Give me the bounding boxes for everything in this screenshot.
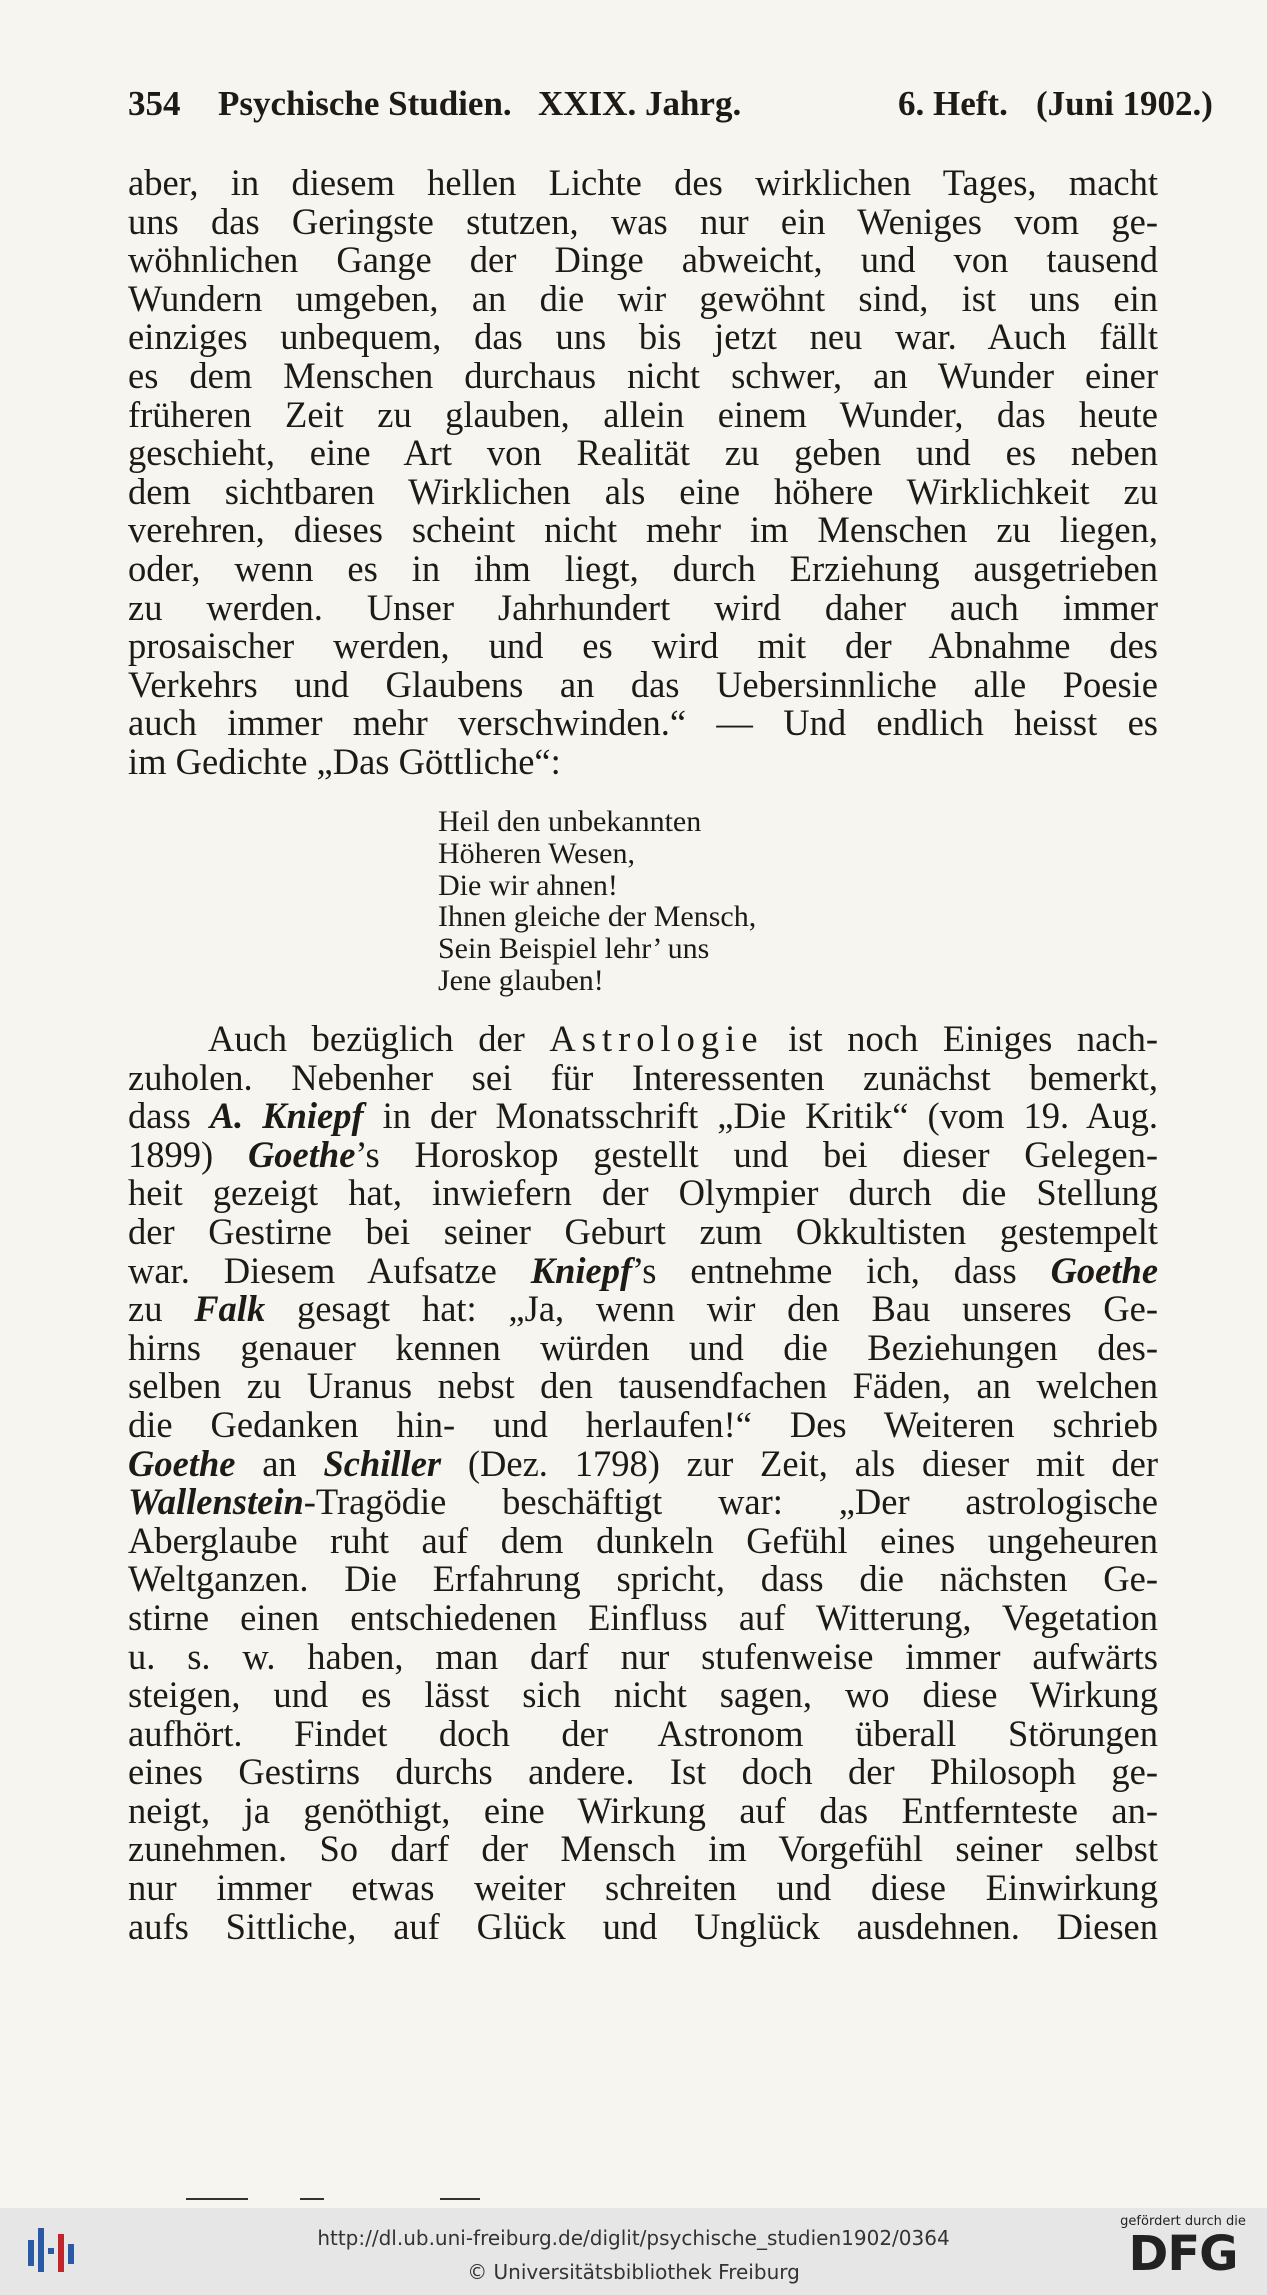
person-name: Goethe — [1050, 1249, 1159, 1291]
page-number: 354 — [128, 84, 181, 123]
text-line: neigt, ja genöthigt, eine Wirkung auf das Entfernteste an- — [128, 1789, 1158, 1831]
poem-line: Sein Beispiel lehr’ uns — [438, 932, 710, 966]
poem-line: Heil den unbekannten — [438, 805, 702, 838]
text-line: stirne einen entschiedenen Einfluss auf Witterung, Vegetation — [128, 1596, 1158, 1638]
viewer-footer — [0, 2208, 1267, 2295]
text-line: Verkehrs und Glaubens an das Uebersinnliche alle Poesie — [128, 663, 1158, 705]
text-line: oder, wenn es in ihm liegt, durch Erziehung ausgetrieben — [128, 547, 1158, 589]
text-run: an — [262, 1442, 297, 1484]
person-name: Kniepf — [530, 1249, 633, 1291]
text-run: -Tragödie beschäftigt war: „Der astrologische — [303, 1481, 1158, 1523]
scan-mark — [440, 2198, 480, 2200]
text-line: wöhnlichen Gange der Dinge abweicht, und von tausend — [128, 239, 1158, 281]
copyright-notice: © Universitätsbibliothek Freiburg — [467, 2260, 800, 2284]
text-run: Auch bezüglich der — [208, 1018, 525, 1059]
poem-line: Jene glauben! — [438, 963, 604, 997]
text-line: hirns genauer kennen würden und die Beziehungen des- — [128, 1326, 1158, 1368]
text-line: geschieht, eine Art von Realität zu geben und es neben — [128, 432, 1158, 474]
journal-volume: XXIX. Jahrg. — [538, 84, 742, 123]
text-line: eines Gestirns durchs andere. Ist doch der Philosoph ge- — [128, 1751, 1158, 1793]
text-line: früheren Zeit zu glauben, allein einem Wunder, das heute — [128, 393, 1158, 435]
journal-issue: 6. Heft. — [898, 84, 1008, 123]
dfg-tagline: gefördert durch die — [1120, 2214, 1246, 2229]
text-run: (Dez. 1798) zur Zeit, als dieser mit der — [467, 1442, 1159, 1484]
text-run: war. Diesem Aufsatze — [128, 1249, 497, 1291]
text-line: aufs Sittliche, auf Glück und Unglück ausdehnen. Diesen — [128, 1905, 1158, 1947]
journal-date: (Juni 1902.) — [1036, 84, 1213, 123]
poem-line: Die wir ahnen! — [438, 868, 618, 902]
poem-line: Höheren Wesen, — [438, 836, 635, 870]
text-line — [128, 1020, 1158, 1059]
text-run: dass — [128, 1095, 191, 1137]
text-line: verehren, dieses scheint nicht mehr im Menschen zu liegen, — [128, 509, 1158, 551]
text-line: Weltganzen. Die Erfahrung spricht, dass die nächsten Ge- — [128, 1558, 1158, 1600]
text-run: ist noch Einiges nach- — [788, 1018, 1158, 1059]
text-line — [128, 1483, 1158, 1522]
person-name: Falk — [194, 1288, 266, 1330]
dfg-logo[interactable] — [1113, 2214, 1253, 2282]
person-name: Goethe — [128, 1442, 236, 1484]
text-line: steigen, und es lässt sich nicht sagen, wo diese Wirkung — [128, 1674, 1158, 1716]
text-line — [128, 1442, 1159, 1484]
text-line — [128, 1290, 1158, 1329]
text-line: im Gedichte „Das Göttliche“: — [128, 740, 561, 782]
text-line — [128, 1097, 1158, 1136]
text-line: zu werden. Unser Jahrhundert wird daher auch immer — [128, 586, 1158, 628]
text-line: Wundern umgeben, an die wir gewöhnt sind, ist uns ein — [128, 277, 1158, 319]
text-line — [128, 1133, 1159, 1175]
person-name: Goethe — [247, 1133, 356, 1175]
poem-line: Ihnen gleiche der Mensch, — [438, 900, 757, 934]
text-run: 1899) — [128, 1133, 214, 1175]
dfg-wordmark: DFG — [1128, 2226, 1238, 2282]
text-run: ’s entnehme ich, dass — [632, 1249, 1017, 1291]
emphasis-spaced: Astrologie — [549, 1018, 764, 1059]
scan-mark — [300, 2198, 324, 2200]
text-line: die Gedanken hin- und herlaufen!“ Des Weiteren schrieb — [128, 1403, 1158, 1445]
text-line: Aberglaube ruht auf dem dunkeln Gefühl eines ungeheuren — [128, 1519, 1158, 1561]
text-line: nur immer etwas weiter schreiten und diese Einwirkung — [128, 1867, 1158, 1909]
scan-mark — [186, 2198, 248, 2200]
text-line: es dem Menschen durchaus nicht schwer, an Wunder einer — [128, 354, 1158, 396]
text-line: auch immer mehr verschwinden.“ — Und endlich heisst es — [128, 702, 1158, 744]
text-line: zunehmen. So darf der Mensch im Vorgefühl seiner selbst — [128, 1828, 1158, 1870]
text-run: in der Monatsschrift „Die Kritik“ (vom 19. Aug. — [382, 1095, 1159, 1137]
text-run: ’s Horoskop gestellt und bei dieser Gelegen- — [355, 1133, 1159, 1175]
work-title: Wallenstein — [128, 1481, 304, 1523]
text-run: gesagt hat: „Ja, wenn wir den Bau unseres Ge- — [296, 1288, 1159, 1330]
journal-title: Psychische Studien. — [218, 84, 512, 123]
source-url-link[interactable]: http://dl.ub.uni-freiburg.de/diglit/psychische_studien1902/0364 — [317, 2226, 950, 2250]
text-line: prosaischer werden, und es wird mit der Abnahme des — [128, 625, 1158, 667]
person-name: Schiller — [323, 1442, 442, 1484]
text-line: zuholen. Nebenher sei für Interessenten zunächst bemerkt, — [128, 1056, 1158, 1098]
text-line: uns das Geringste stutzen, was nur ein Weniges vom ge- — [128, 200, 1158, 242]
person-name: A. Kniepf — [209, 1095, 364, 1137]
text-run: zu — [128, 1288, 163, 1330]
text-line: aufhört. Findet doch der Astronom überall Störungen — [128, 1712, 1158, 1754]
text-line: selben zu Uranus nebst den tausendfachen Fäden, an welchen — [128, 1365, 1158, 1407]
text-line: dem sichtbaren Wirklichen als eine höhere Wirklichkeit zu — [128, 470, 1158, 512]
text-line — [128, 1249, 1159, 1291]
paragraph-goethe-quote — [128, 164, 1158, 782]
text-line: einziges unbequem, das uns bis jetzt neu war. Auch fällt — [128, 316, 1158, 358]
poem-das-goettliche — [438, 806, 756, 997]
paragraph-astrologie — [128, 1020, 1158, 1946]
text-line: heit gezeigt hat, inwiefern der Olympier durch die Stellung — [128, 1172, 1158, 1214]
text-line: u. s. w. haben, man darf nur stufenweise immer aufwärts — [128, 1635, 1158, 1677]
text-line: aber, in diesem hellen Lichte des wirklichen Tages, macht — [128, 162, 1158, 203]
text-line: der Gestirne bei seiner Geburt zum Okkultisten gestempelt — [128, 1210, 1158, 1252]
